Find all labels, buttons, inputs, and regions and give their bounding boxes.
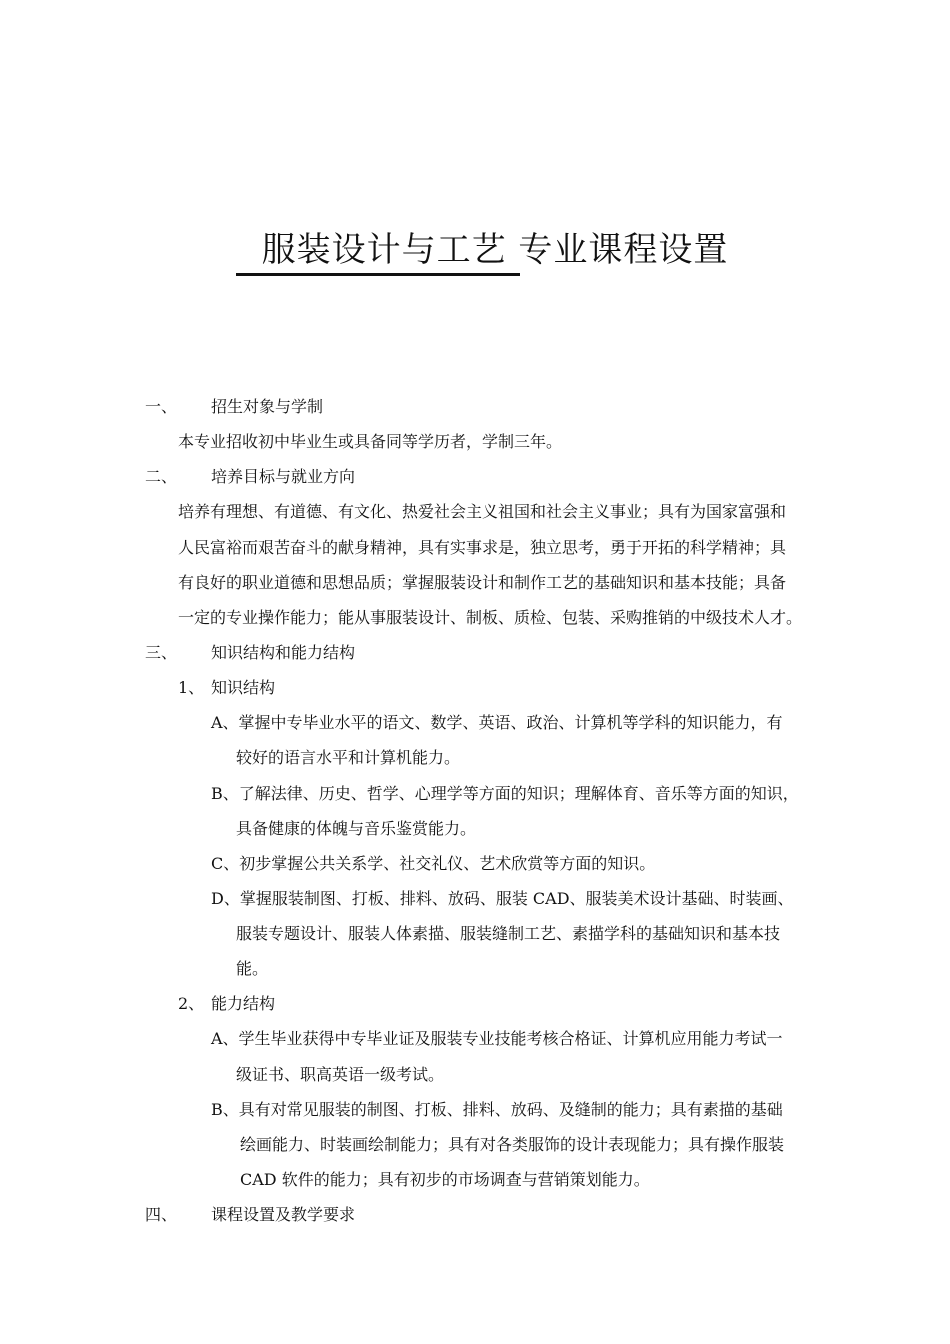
knowledge-item-d: D、掌握服装制图、打板、排料、放码、服装 CAD、服装美术设计基础、时装画、 (211, 889, 794, 908)
knowledge-item-d-cont: 能。 (236, 959, 269, 978)
subsection-number: 1、 (178, 678, 205, 697)
knowledge-item-a-cont: 较好的语言水平和计算机能力。 (236, 748, 461, 767)
section-title: 课程设置及教学要求 (211, 1205, 356, 1224)
knowledge-item-b: B、了解法律、历史、哲学、心理学等方面的知识；理解体育、音乐等方面的知识， (211, 784, 799, 803)
ability-item-a: A、学生毕业获得中专毕业证及服装专业技能考核合格证、计算机应用能力考试一 (211, 1029, 783, 1048)
ability-item-a-cont: 级证书、职高英语一级考试。 (236, 1065, 445, 1084)
section-title: 招生对象与学制 (211, 397, 324, 416)
ability-item-b: B、具有对常见服装的制图、打板、排料、放码、及缝制的能力；具有素描的基础 (211, 1100, 783, 1119)
ability-item-b-cont: CAD 软件的能力；具有初步的市场调查与营销策划能力。 (240, 1170, 650, 1189)
paragraph-line: 一定的专业操作能力；能从事服装设计、制板、质检、包装、采购推销的中级技术人才。 (178, 608, 803, 627)
knowledge-item-c: C、初步掌握公共关系学、社交礼仪、艺术欣赏等方面的知识。 (211, 854, 656, 873)
ability-item-b-cont: 绘画能力、时装画绘制能力；具有对各类服饰的设计表现能力；具有操作服装 (240, 1135, 785, 1154)
knowledge-item-d-cont: 服装专题设计、服装人体素描、服装缝制工艺、素描学科的基础知识和基本技 (236, 924, 781, 943)
section-1-body: 本专业招收初中毕业生或具备同等学历者，学制三年。 (178, 432, 563, 451)
knowledge-item-b-cont: 具备健康的体魄与音乐鉴赏能力。 (236, 819, 477, 838)
knowledge-item-a: A、掌握中专毕业水平的语文、数学、英语、政治、计算机等学科的知识能力，有 (211, 713, 783, 732)
section-number: 一、 (145, 397, 178, 416)
subsection-number: 2、 (178, 994, 205, 1013)
paragraph-line: 培养有理想、有道德、有文化、热爱社会主义祖国和社会主义事业；具有为国家富强和 (178, 502, 787, 521)
section-title: 培养目标与就业方向 (211, 467, 356, 486)
subsection-title: 能力结构 (211, 994, 276, 1013)
paragraph-line: 有良好的职业道德和思想品质；掌握服装设计和制作工艺的基础知识和基本技能；具备 (178, 573, 787, 592)
paragraph-line: 人民富裕而艰苦奋斗的献身精神，具有实事求是，独立思考，勇于开拓的科学精神；具 (178, 538, 787, 557)
section-number: 三、 (145, 643, 178, 662)
section-title: 知识结构和能力结构 (211, 643, 356, 662)
section-number: 四、 (145, 1205, 178, 1224)
document-title: 服装设计与工艺 专业课程设置 (261, 230, 729, 270)
title-underline (236, 273, 520, 276)
subsection-title: 知识结构 (211, 678, 276, 697)
section-number: 二、 (145, 467, 178, 486)
